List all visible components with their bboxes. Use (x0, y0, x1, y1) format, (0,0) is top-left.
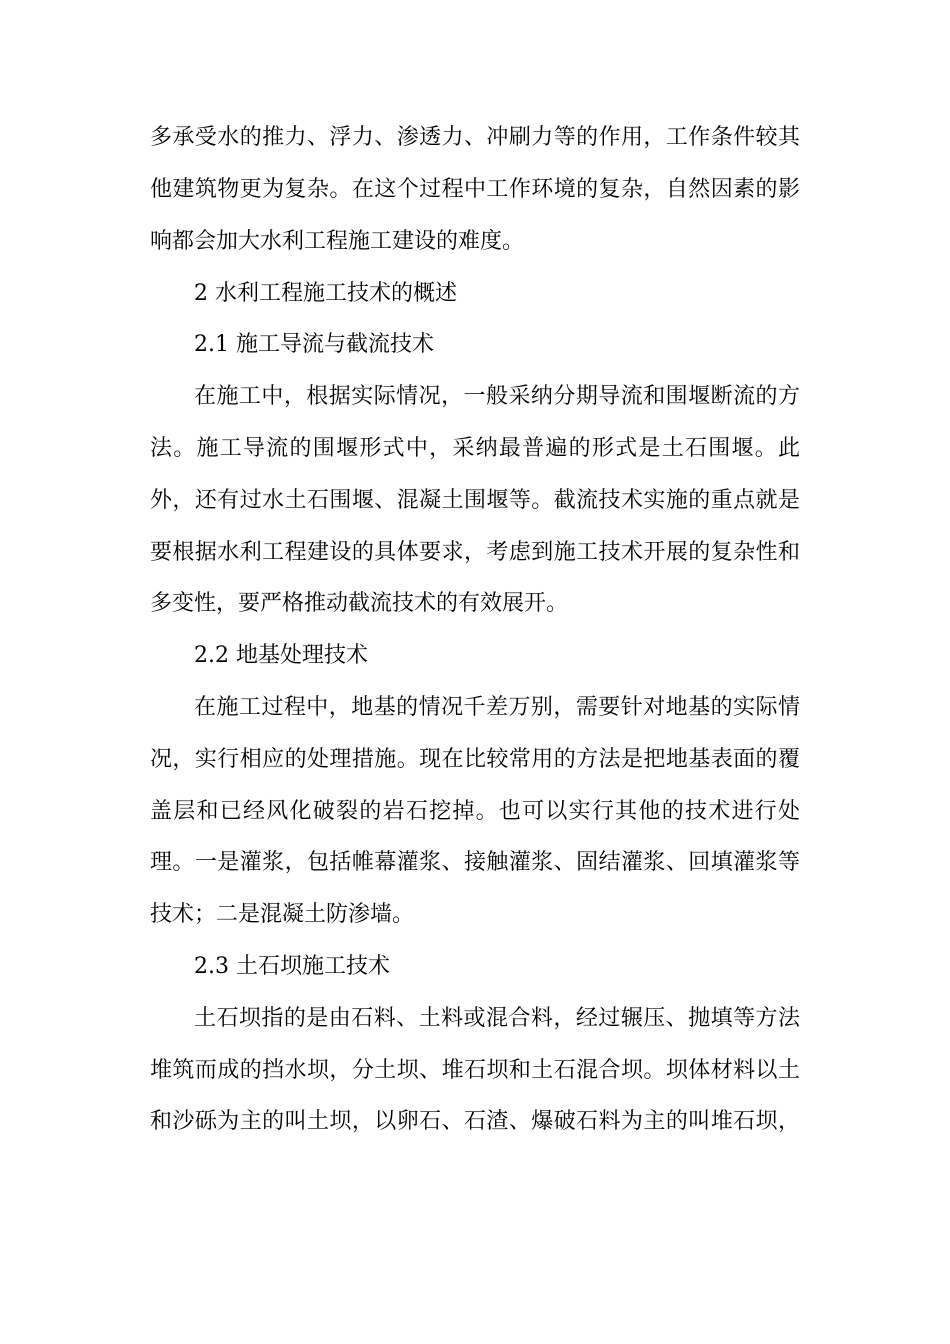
paragraph-line: 技术；二是混凝土防渗墙。 (150, 902, 415, 927)
section-heading: 2 水利工程施工技术的概述 (194, 281, 457, 306)
paragraph-line: 和沙砾为主的叫土坝，以卵石、石渣、爆破石料为主的叫堆石坝， (150, 1109, 800, 1134)
paragraph-line: 多变性，要严格推动截流技术的有效展开。 (150, 591, 569, 616)
paragraph-line: 响都会加大水利工程施工建设的难度。 (150, 229, 525, 254)
paragraph-line: 况，实行相应的处理措施。现在比较常用的方法是把地基表面的覆 (150, 747, 800, 772)
paragraph-line: 在施工中，根据实际情况，一般采纳分期导流和围堰断流的方 (194, 384, 800, 409)
subsection-heading: 2.2 地基处理技术 (194, 643, 368, 668)
paragraph-line: 堆筑而成的挡水坝，分土坝、堆石坝和土石混合坝。坝体材料以土 (150, 1058, 800, 1083)
paragraph-line: 外，还有过水土石围堰、混凝土围堰等。截流技术实施的重点就是 (150, 488, 800, 513)
paragraph-line: 要根据水利工程建设的具体要求，考虑到施工技术开展的复杂性和 (150, 540, 800, 565)
paragraph-line: 理。一是灌浆，包括帷幕灌浆、接触灌浆、固结灌浆、回填灌浆等 (150, 850, 800, 875)
paragraph-line: 法。施工导流的围堰形式中，采纳最普遍的形式是土石围堰。此 (150, 436, 800, 461)
paragraph-line: 他建筑物更为复杂。在这个过程中工作环境的复杂，自然因素的影 (150, 177, 800, 202)
paragraph-line: 土石坝指的是由石料、土料或混合料，经过辗压、抛填等方法 (194, 1006, 800, 1031)
subsection-heading: 2.3 土石坝施工技术 (194, 954, 390, 979)
subsection-heading: 2.1 施工导流与截流技术 (194, 332, 434, 357)
paragraph-line: 多承受水的推力、浮力、渗透力、冲刷力等的作用，工作条件较其 (150, 125, 800, 150)
paragraph-line: 盖层和已经风化破裂的岩石挖掉。也可以实行其他的技术进行处 (150, 799, 800, 824)
paragraph-line: 在施工过程中，地基的情况千差万别，需要针对地基的实际情 (194, 695, 800, 720)
